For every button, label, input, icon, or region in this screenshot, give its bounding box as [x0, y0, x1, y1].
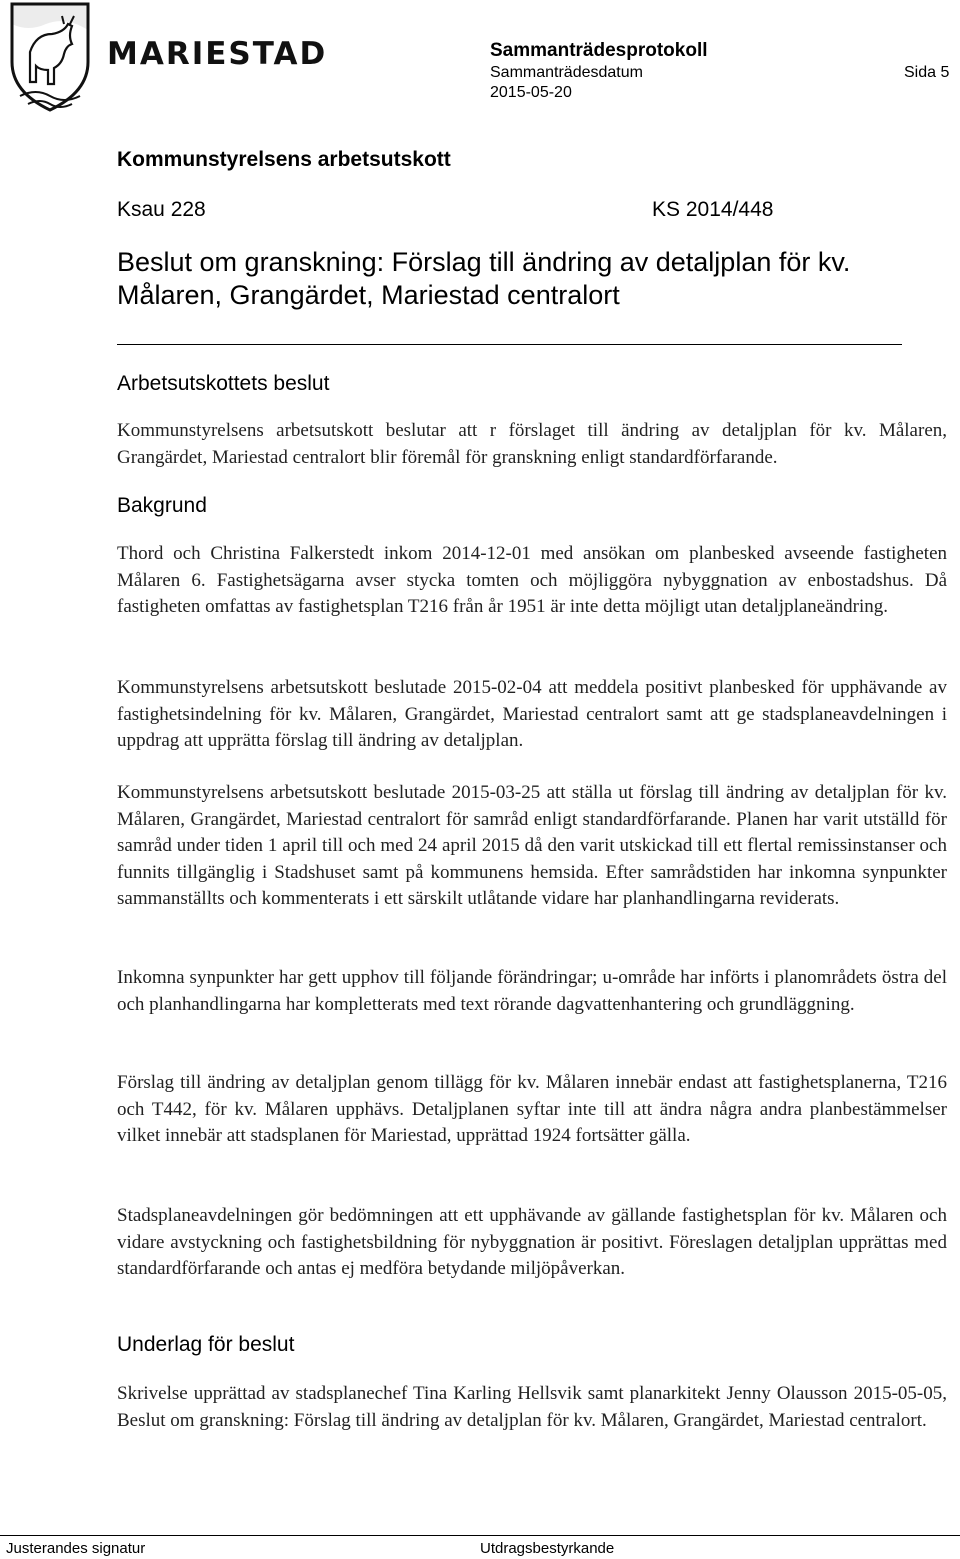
- background-paragraph: Kommunstyrelsens arbetsutskott beslutade 2015-03-25 att ställa ut förslag till ändring av detaljplan för kv. Målaren, Grangärdet, Mariestad centralort för samråd enligt standardförfarande. Planen har varit utställd för samråd under tiden 1 april till och med 24 april 2015 då den varit utskickad till ett flertal remissinstanser och funnits tillgänglig i Stadshuset samt på kommunens hemsida. Efter samrådstiden har inkomna synpunkter sammanställts och kommenterats i ett särskilt utlåtande vidare har planhandlingarna reviderats.: [117, 782, 947, 909]
- background-heading: Bakgrund: [117, 494, 207, 517]
- background-paragraph: Inkomna synpunkter har gett upphov till följande förändringar; u-område har införts i planområdets östra del och planhandlingarna har kompletterats med text rörande dagvattenhantering och grundläggning.: [117, 967, 947, 1015]
- document-title: Beslut om granskning: Förslag till ändring av detaljplan för kv. Målaren, Grangärdet, Mariestad centralort: [117, 247, 851, 310]
- background-paragraph: Förslag till ändring av detaljplan genom tillägg för kv. Målaren innebär endast att fastighetsplanerna, T216 och T442, för kv. Målaren upphävs. Detaljplanen syftar inte till att ändra några andra planbestämmelser vilket innebär att stadsplanen för Mariestad, upprättad 1924 fortsätter gälla.: [117, 1072, 947, 1146]
- logo-wordmark: MARIESTAD: [107, 36, 328, 72]
- decision-heading: Arbetsutskottets beslut: [117, 372, 330, 395]
- background-paragraph: Stadsplaneavdelningen gör bedömningen att ett upphävande av gällande fastighetsplan för kv. Målaren och vidare avstyckning och fastighetsbildning för nybyggnation är positivt. Föreslagen detaljplan upprättas med standardförfarande och antas ej medföra betydande miljöpåverkan.: [117, 1205, 947, 1279]
- title-divider: [117, 344, 902, 345]
- footer-signature-label: Justerandes signatur: [6, 1540, 146, 1557]
- page-number: Sida 5: [904, 64, 950, 81]
- committee-name: Kommunstyrelsens arbetsutskott: [117, 148, 451, 171]
- meeting-date-label: Sammanträdesdatum: [490, 64, 643, 81]
- footer-extract-label: Utdragsbestyrkande: [480, 1540, 615, 1557]
- paragraph-number: Ksau 228: [117, 198, 206, 221]
- basis-heading: Underlag för beslut: [117, 1333, 295, 1356]
- case-number: KS 2014/448: [652, 198, 774, 221]
- decision-text: Kommunstyrelsens arbetsutskott beslutar att r förslaget till ändring av detaljplan för kv. Målaren, Grangärdet, Mariestad centralort blir föremål för granskning enligt standardförfarande.: [117, 420, 947, 468]
- crest-icon: [6, 0, 94, 112]
- footer-divider: [0, 1535, 960, 1536]
- meeting-date: 2015-05-20: [490, 84, 572, 101]
- basis-text: Skrivelse upprättad av stadsplanechef Tina Karling Hellsvik samt planarkitekt Jenny Olausson 2015-05-05, Beslut om granskning: Förslag till ändring av detaljplan för kv. Målaren, Grangärdet, Mariestad centralort.: [117, 1383, 947, 1431]
- background-paragraph: Thord och Christina Falkerstedt inkom 2014-12-01 med ansökan om planbesked avseende fastigheten Målaren 6. Fastighetsägarna avser stycka tomten och möjliggöra nybyggnation av enbostadshus. Då fastigheten omfattas av fastighetsplan T216 från år 1951 är inte detta möjligt utan detaljplaneändring.: [117, 543, 947, 617]
- document-type: Sammanträdesprotokoll: [490, 40, 708, 61]
- municipal-crest-logo: [6, 0, 94, 112]
- background-paragraph: Kommunstyrelsens arbetsutskott beslutade 2015-02-04 att meddela positivt planbesked för upphävande av fastighetsindelning för kv. Målaren, Grangärdet, Mariestad centralort samt att ge stadsplaneavdelningen i uppdrag att upprätta förslag till ändring av detaljplan.: [117, 677, 947, 751]
